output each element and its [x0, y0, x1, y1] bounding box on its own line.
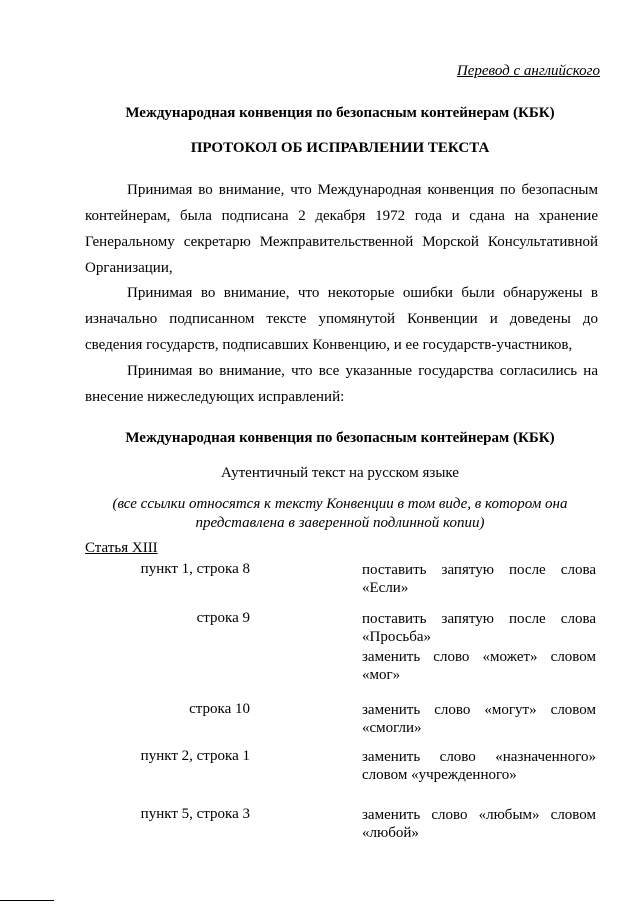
- correction-action-3a: заменить слово «могут» словом «смогли»: [362, 702, 596, 736]
- footnote-divider: [0, 900, 54, 901]
- paragraph-1: Принимая во внимание, что Международная конвенция по безопасным контейнерам, была подписана 2 декабря 1972 года и сдана на хранение Генеральному секретарю Межправительственной Морской Консультативной Организации,: [85, 182, 598, 276]
- correction-action-4a: заменить слово «назначенного» словом «учрежденного»: [362, 749, 596, 783]
- section-subtitle: Аутентичный текст на русском языке: [221, 465, 459, 481]
- correction-location-3: строка 10: [189, 701, 250, 717]
- correction-location-4: пункт 2, строка 1: [140, 748, 250, 764]
- article-heading: Статья XIII: [85, 540, 158, 556]
- paragraph-2: Принимая во внимание, что некоторые ошибки были обнаружены в изначально подписанном тексте упомянутой Конвенции и доведены до сведения государств, подписавших Конвенцию, и ее государств-участников,: [85, 285, 598, 353]
- paragraph-3: Принимая во внимание, что все указанные государства согласились на внесение нижеследующих исправлений:: [85, 363, 598, 405]
- correction-action-1a: поставить запятую после слова «Если»: [362, 562, 596, 596]
- section-note-line-1: (все ссылки относятся к тексту Конвенции в том виде, в котором она: [112, 496, 568, 512]
- protocol-title: ПРОТОКОЛ ОБ ИСПРАВЛЕНИИ ТЕКСТА: [190, 140, 490, 156]
- section-note-line-2: представлена в заверенной подлинной копии): [195, 515, 485, 531]
- translation-note: Перевод с английского: [456, 63, 600, 79]
- convention-title: Международная конвенция по безопасным контейнерам (КБК): [125, 105, 555, 121]
- correction-action-2a: поставить запятую после слова «Просьба»: [362, 611, 596, 645]
- correction-action-5a: заменить слово «любым» словом «любой»: [362, 807, 596, 841]
- correction-location-1: пункт 1, строка 8: [140, 561, 250, 577]
- correction-location-2: строка 9: [196, 610, 250, 626]
- correction-action-2b: заменить слово «может» словом «мог»: [362, 649, 596, 683]
- correction-location-5: пункт 5, строка 3: [140, 806, 250, 822]
- section-title: Международная конвенция по безопасным контейнерам (КБК): [125, 430, 555, 446]
- section-note: [80, 495, 600, 533]
